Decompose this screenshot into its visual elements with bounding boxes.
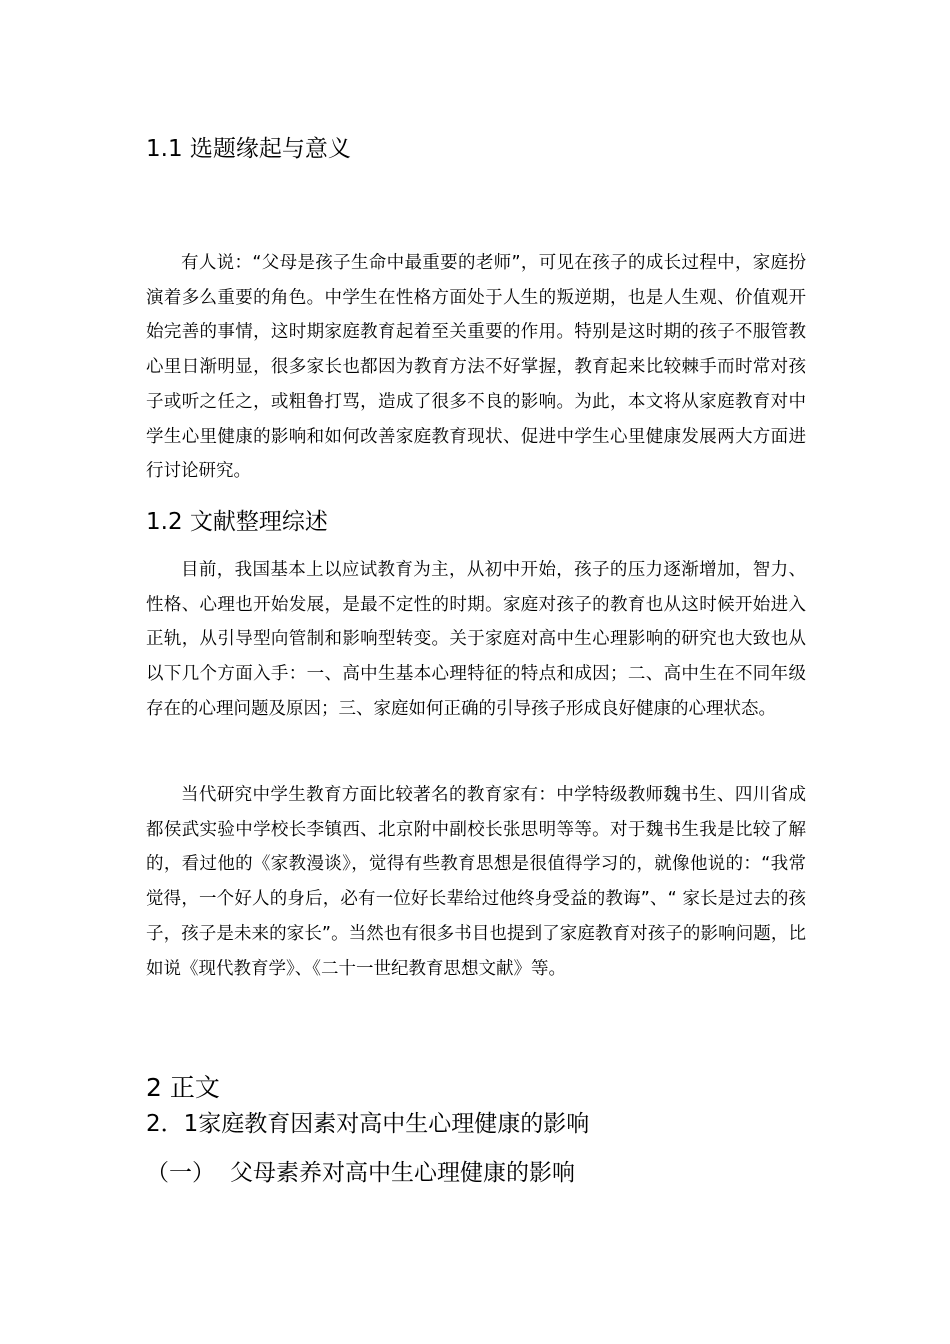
paragraph-literature-review-2: 当代研究中学生教育方面比较著名的教育家有：中学特级教师魏书生、四川省成都侯武实验中学校长李镇西、北京附中副校长张思明等等。对于魏书生我是比较了解的，看过他的《家教漫谈》，觉得有些教育思想是很值得学习的，就像他说的：“我常觉得，一个好人的身后，必有一位好长辈给过他终身受益的教诲”、“ 家长是过去的孩子，孩子是未来的家长”。当然也有很多书目也提到了家庭教育对孩子的影响问题，比如说《现代教育学》、《二十一世纪教育思想文献》等。 [146, 785, 806, 979]
section-heading-1-1: 1.1 选题缘起与意义 [146, 136, 351, 162]
subsection-number: （一） [146, 1160, 215, 1186]
section-heading-1-2: 1.2 文献整理综述 [146, 509, 328, 535]
section-heading-2-1: 2．1家庭教育因素对高中生心理健康的影响 [146, 1111, 590, 1137]
subsection-title: 父母素养对高中生心理健康的影响 [230, 1160, 575, 1186]
subsection-heading-parents [146, 1162, 575, 1185]
paragraph-origin-significance: 有人说：“父母是孩子生命中最重要的老师”，可见在孩子的成长过程中，家庭扮演着多么重要的角色。中学生在性格方面处于人生的叛逆期，也是人生观、价值观开始完善的事情，这时期家庭教育起着至关重要的作用。特别是这时期的孩子不服管教心里日渐明显，很多家长也都因为教育方法不好掌握，教育起来比较棘手而时常对孩子或听之任之，或粗鲁打骂，造成了很多不良的影响。为此，本文将从家庭教育对中学生心里健康的影响和如何改善家庭教育现状、促进中学生心里健康发展两大方面进行讨论研究。 [146, 253, 806, 482]
chapter-heading-2: 2 正文 [146, 1073, 220, 1102]
paragraph-literature-review-1: 目前，我国基本上以应试教育为主，从初中开始，孩子的压力逐渐增加，智力、性格、心理也开始发展，是最不定性的时期。家庭对孩子的教育也从这时候开始进入正轨，从引导型向管制和影响型转变。关于家庭对高中生心理影响的研究也大致也从以下几个方面入手：一、高中生基本心理特征的特点和成因；二、高中生在不同年级存在的心理问题及原因；三、家庭如何正确的引导孩子形成良好健康的心理状态。 [146, 560, 806, 719]
